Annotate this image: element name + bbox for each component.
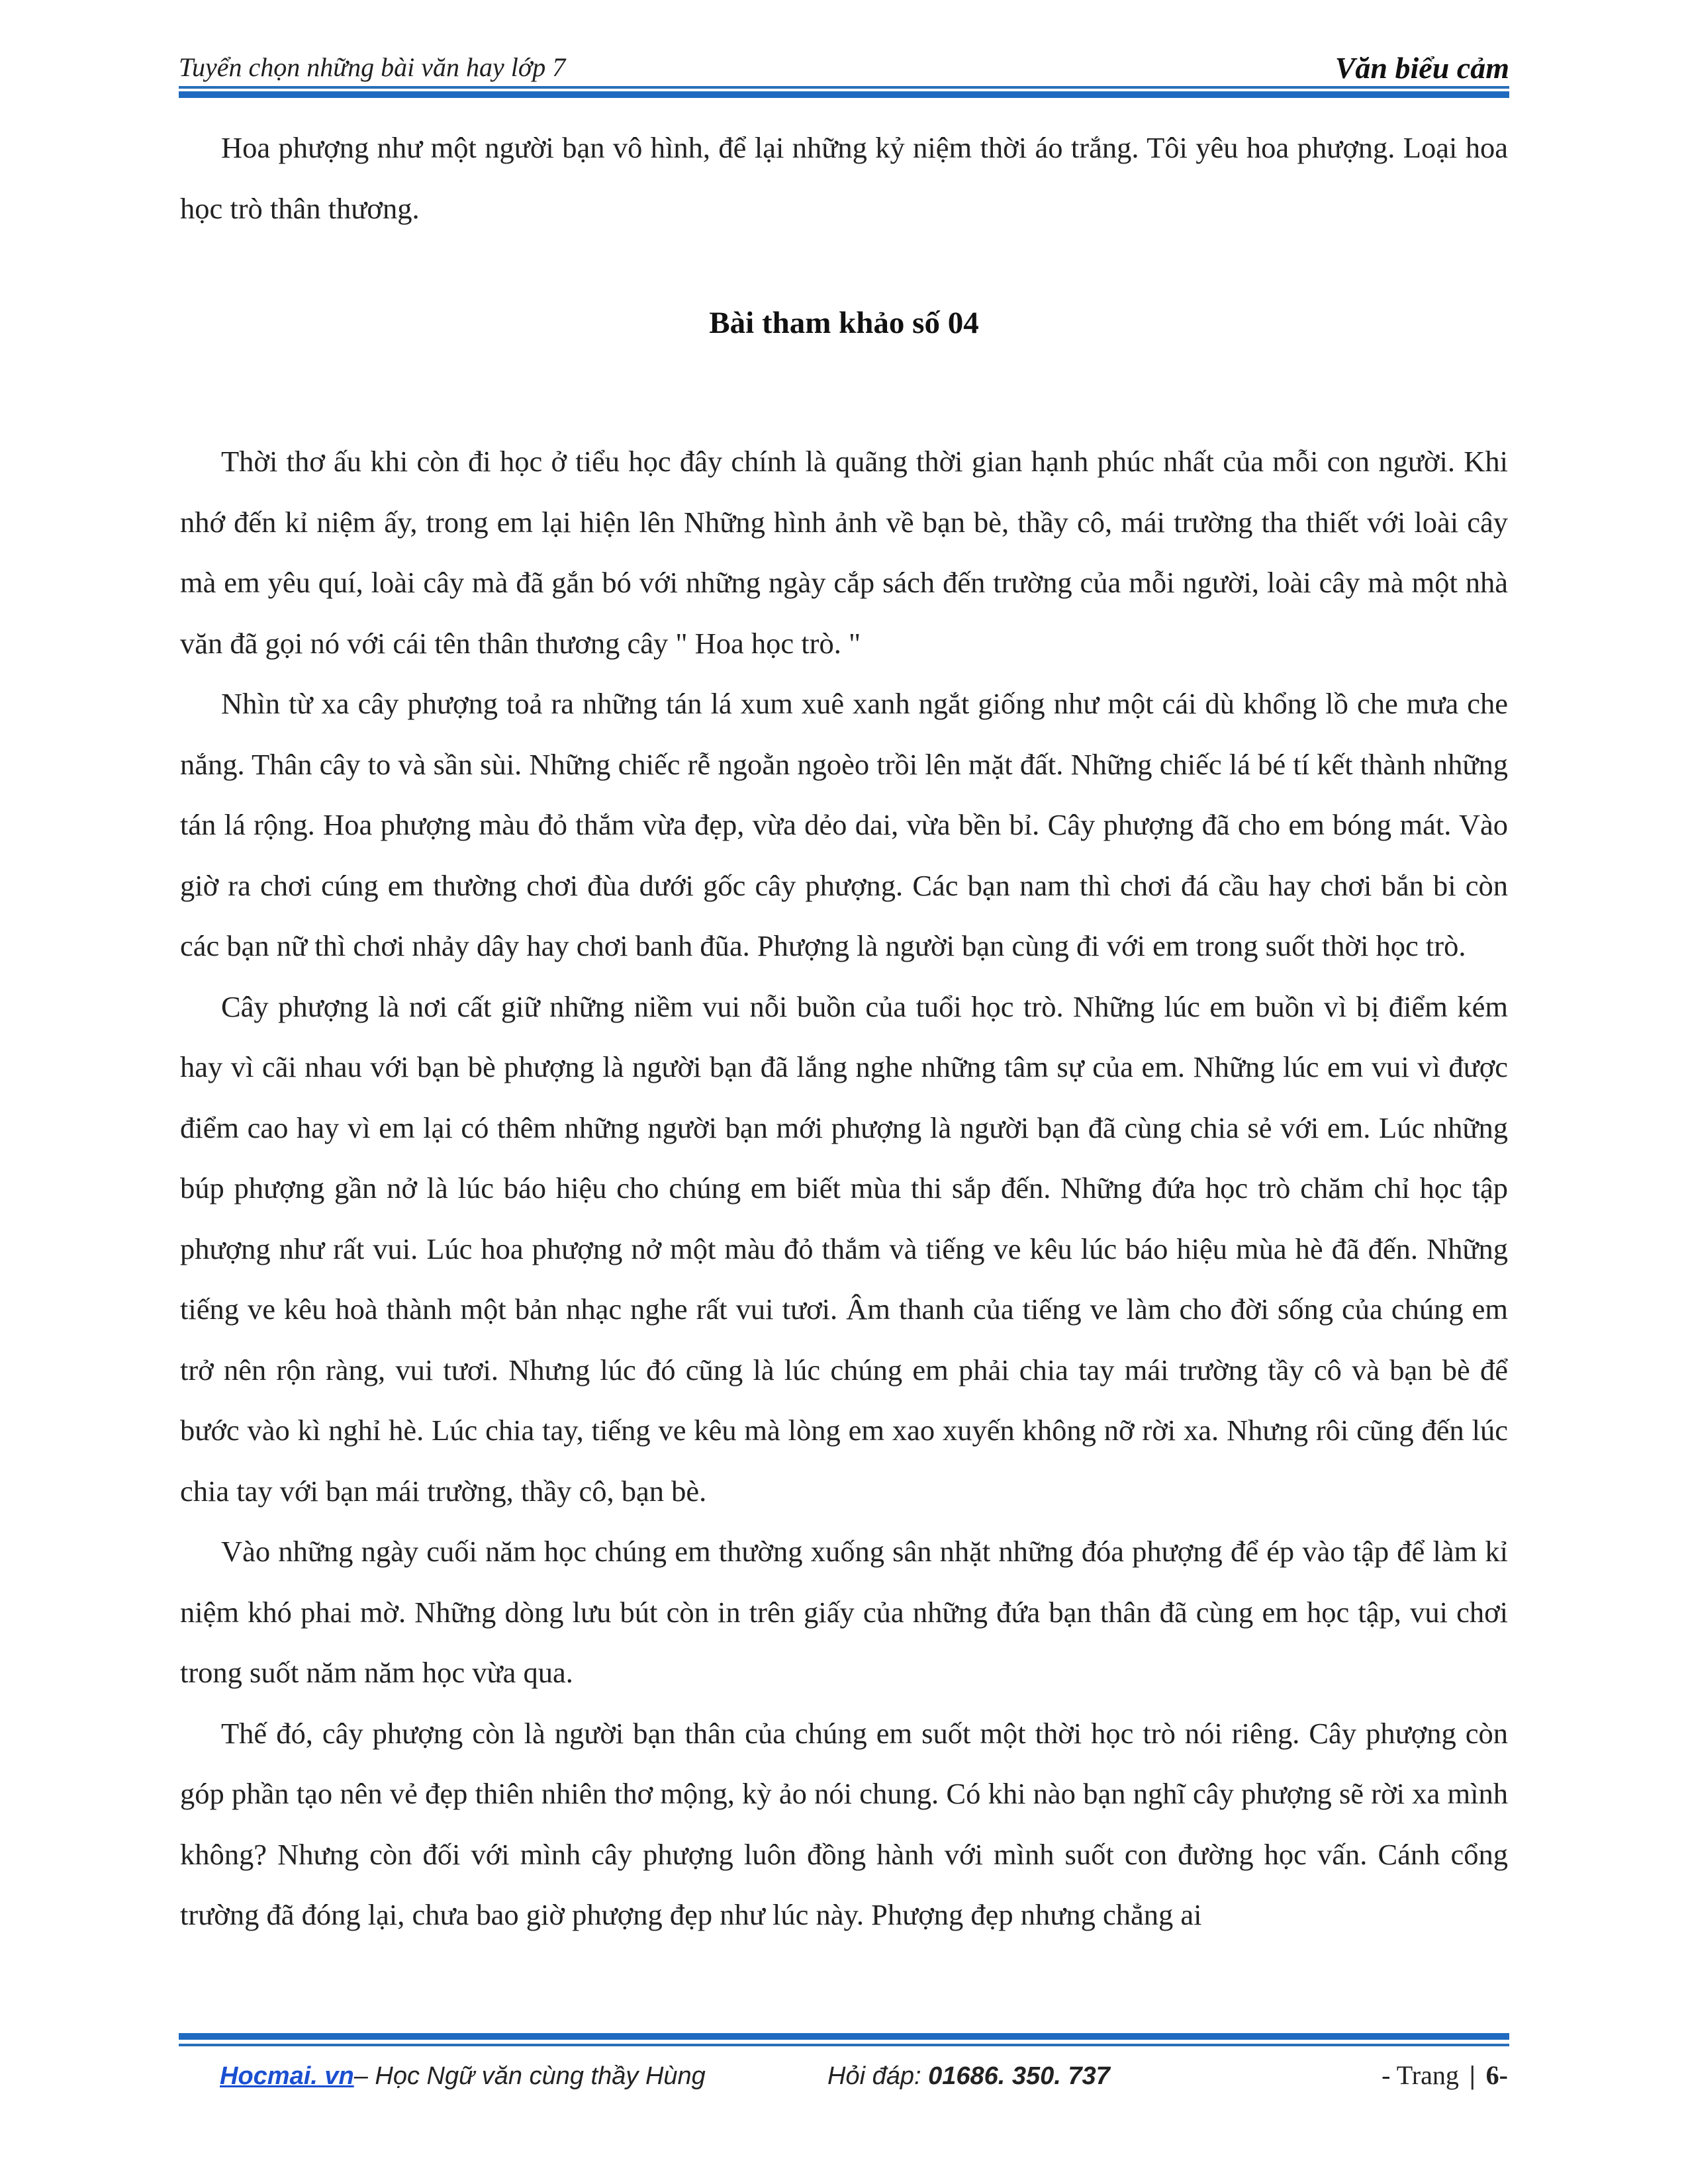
page-prefix: - Trang <box>1382 2060 1459 2090</box>
hotline-number: 01686. 350. 737 <box>928 2062 1110 2090</box>
body-paragraph-5: Thế đó, cây phượng còn là người bạn thân của chúng em suốt một thời học trò nói riêng. Cây phượng còn góp phần tạo nên vẻ đẹp thiên nhiên thơ mộng, kỳ ảo nói chung. Có khi nào bạn nghĩ cây phượng sẽ rời xa mình không? Nhưng còn đối với mình cây phượng luôn đồng hành với mình suốt con đường học vấn. Cánh cổng trường đã đóng lại, chưa bao giờ phượng đẹp như lúc này. Phượng đẹp nhưng chẳng ai <box>180 1716 1508 1931</box>
page-number: 6 <box>1485 2060 1499 2090</box>
body-paragraph-2: Nhìn từ xa cây phượng toả ra những tán lá xum xuê xanh ngắt giống như một cái dù khổng lồ che mưa che nắng. Thân cây to và sần sùi. Những chiếc rễ ngoằn ngoèo trồi lên mặt đất. Những chiếc lá bé tí kết thành những tán lá rộng. Hoa phượng màu đỏ thắm vừa đẹp, vừa dẻo dai, vừa bền bỉ. Cây phượng đã cho em bóng mát. Vào giờ ra chơi cúng em thường chơi đùa dưới gốc cây phượng. Các bạn nam thì chơi đá cầu hay chơi bắn bi còn các bạn nữ thì chơi nhảy dây hay chơi banh đũa. Phượng là người bạn cùng đi với em trong suốt thời học trò. <box>180 687 1508 962</box>
header-book-title: Tuyển chọn những bài văn hay lớp 7 <box>179 52 566 82</box>
hotline-label: Hỏi đáp: <box>827 2062 921 2090</box>
body-paragraph-4: Vào những ngày cuối năm học chúng em thường xuống sân nhặt những đóa phượng để ép vào tập để làm kỉ niệm khó phai mờ. Những dòng lưu bút còn in trên giấy của những đứa bạn thân đã cùng em học tập, vui chơi trong suốt năm năm học vừa qua. <box>180 1535 1508 1689</box>
header-divider-thick <box>179 91 1509 98</box>
header-genre: Văn biểu cảm <box>1335 51 1509 85</box>
header-divider-thin <box>179 86 1509 89</box>
body-paragraph-3: Cây phượng là nơi cất giữ những niềm vui nỗi buồn của tuổi học trò. Những lúc em buồn vì bị điểm kém hay vì cãi nhau với bạn bè phượng là người bạn đã lắng nghe những tâm sự của em. Những lúc em vui vì được điểm cao hay vì em lại có thêm những người bạn mới phượng là người bạn đã cùng chia sẻ với em. Lúc những búp phượng gần nở là lúc báo hiệu cho chúng em biết mùa thi sắp đến. Những đứa học trò chăm chỉ học tập phượng như rất vui. Lúc hoa phượng nở một màu đỏ thắm và tiếng ve kêu lúc báo hiệu mùa hè đã đến. Những tiếng ve kêu hoà thành một bản nhạc nghe rất vui tươi. Âm thanh của tiếng ve làm cho đời sống của chúng em trở nên rộn ràng, vui tươi. Nhưng lúc đó cũng là lúc chúng em phải chia tay mái trường tầy cô và bạn bè để bước vào kì nghỉ hè. Lúc chia tay, tiếng ve kêu mà lòng em xao xuyến không nỡ rời xa. Nhưng rôi cũng đến lúc chia tay với bạn mái trường, thầy cô, bạn bè. <box>180 989 1508 1508</box>
page-suffix: - <box>1499 2060 1508 2090</box>
footer-hotline <box>827 2062 1110 2091</box>
document-body <box>180 118 1508 1946</box>
site-tagline: – Học Ngữ văn cùng thầy Hùng <box>353 2062 706 2090</box>
page-separator: | <box>1469 2060 1476 2090</box>
footer-credit <box>220 2062 706 2091</box>
section-title: Bài tham khảo số 04 <box>709 306 979 340</box>
footer-divider-thick <box>179 2033 1509 2040</box>
intro-paragraph: Hoa phượng như một người bạn vô hình, để lại những kỷ niệm thời áo trắng. Tôi yêu hoa phượng. Loại hoa học trò thân thương. <box>180 131 1508 225</box>
footer-divider-thin <box>179 2044 1509 2046</box>
page-number-block <box>1382 2060 1508 2091</box>
site-link[interactable]: Hocmai. vn <box>220 2062 354 2090</box>
body-paragraph-1: Thời thơ ấu khi còn đi học ở tiểu học đây chính là quãng thời gian hạnh phúc nhất của mỗi con người. Khi nhớ đến kỉ niệm ấy, trong em lại hiện lên Những hình ảnh về bạn bè, thầy cô, mái trường tha thiết với loài cây mà em yêu quí, loài cây mà đã gắn bó với những ngày cắp sách đến trường của mỗi người, loài cây mà một nhà văn đã gọi nó với cái tên thân thương cây " Hoa học trò. " <box>180 445 1508 660</box>
